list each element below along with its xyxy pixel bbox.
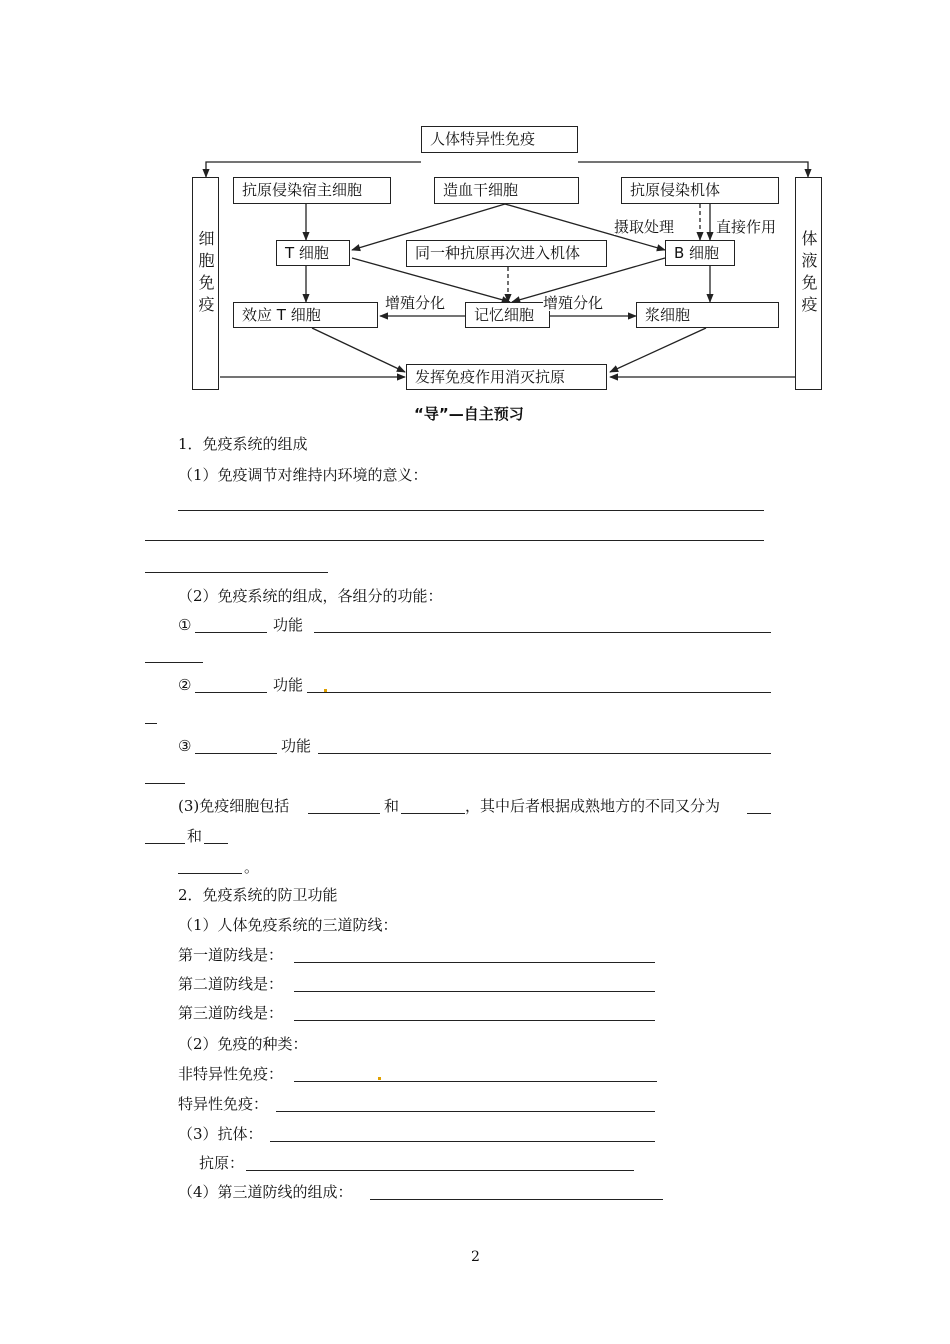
column-humoral-immunity — [795, 177, 822, 390]
label-prolif-left: 增殖分化 — [385, 294, 446, 312]
third-line-blank[interactable] — [294, 1020, 655, 1021]
box-memory-cell: 记忆细胞 — [465, 302, 550, 328]
component-1-mark: ① — [178, 616, 192, 634]
page-number: 2 — [471, 1249, 480, 1265]
component-3-mark: ③ — [178, 737, 192, 755]
label-uptake: 摄取处理 — [614, 218, 675, 236]
top-to-left-arrow — [206, 162, 421, 177]
specific-label: 特异性免疫： — [178, 1095, 269, 1113]
immune-cell-blank-1[interactable] — [308, 813, 380, 814]
box-same-antigen: 同一种抗原再次进入机体 — [406, 240, 607, 267]
component-3-name-blank[interactable] — [195, 753, 277, 754]
q1-2-text: （2）免疫系统的组成，各组分的功能： — [178, 587, 443, 605]
component-2-func-blank[interactable] — [307, 692, 771, 693]
label-direct: 直接作用 — [716, 218, 777, 236]
lymphocyte-blank-1-cont[interactable] — [145, 843, 185, 844]
immune-cell-blank-2[interactable] — [401, 813, 465, 814]
q1-heading: 1．免疫系统的组成 — [178, 435, 308, 453]
effector-to-final-arrow — [312, 328, 405, 372]
component-3-func-label: 功能 — [281, 737, 312, 755]
box-antigen-body: 抗原侵染机体 — [621, 177, 779, 204]
lymphocyte-blank-2-cont[interactable] — [178, 873, 242, 874]
antigen-blank[interactable] — [246, 1170, 634, 1171]
box-antigen-host: 抗原侵染宿主细胞 — [233, 177, 391, 204]
first-line-blank[interactable] — [294, 962, 655, 963]
nonspecific-blank[interactable] — [294, 1081, 657, 1082]
label-prolif-right: 增殖分化 — [543, 294, 604, 312]
box-plasma-cell: 浆细胞 — [636, 302, 779, 328]
component-2-func-blank-cont[interactable] — [145, 723, 157, 724]
q2-4-text: （4）第三道防线的组成： — [178, 1183, 353, 1201]
column-cell-immunity — [192, 177, 219, 390]
q1-3-period: 。 — [244, 858, 260, 876]
q2-1-text: （1）人体免疫系统的三道防线： — [178, 916, 398, 934]
q1-3-text-d: 和 — [187, 827, 203, 845]
lymphocyte-blank-1[interactable] — [747, 813, 771, 814]
nonspecific-label: 非特异性免疫： — [178, 1065, 284, 1083]
q1-3-text-a: (3)免疫细胞包括 — [178, 797, 290, 815]
component-1-func-blank[interactable] — [314, 632, 771, 633]
box-final-effect: 发挥免疫作用消灭抗原 — [406, 364, 607, 390]
q1-1-blank-2[interactable] — [145, 540, 764, 541]
box-b-cell: B 细胞 — [665, 240, 735, 266]
component-3-func-blank[interactable] — [318, 753, 771, 754]
q2-heading: 2．免疫系统的防卫功能 — [178, 886, 338, 904]
q1-3-text-b: 和 — [384, 797, 400, 815]
q1-1-blank-1[interactable] — [178, 510, 764, 511]
q2-3-text: （3）抗体： — [178, 1125, 263, 1143]
component-1-func-blank-cont[interactable] — [145, 662, 203, 663]
humoral-immunity-label: 体液免疫 — [799, 230, 818, 318]
component-2-func-label: 功能 — [273, 676, 304, 694]
stray-mark — [324, 689, 327, 692]
specific-blank[interactable] — [276, 1111, 655, 1112]
box-t-cell: T 细胞 — [276, 240, 350, 266]
q1-1-text: （1）免疫调节对维持内环境的意义： — [178, 466, 428, 484]
component-3-func-blank-cont[interactable] — [145, 783, 185, 784]
stray-mark-2 — [378, 1077, 381, 1080]
third-line-label: 第三道防线是： — [178, 1004, 284, 1022]
lymphocyte-blank-2[interactable] — [204, 843, 228, 844]
box-effector-t: 效应 T 细胞 — [233, 302, 378, 328]
component-2-mark: ② — [178, 676, 192, 694]
cell-immunity-label: 细胞免疫 — [196, 230, 215, 318]
third-line-composition-blank[interactable] — [370, 1199, 663, 1200]
antibody-blank[interactable] — [270, 1141, 655, 1142]
q1-1-blank-3[interactable] — [145, 572, 328, 573]
section-title: “导”—自主预习 — [414, 405, 524, 423]
first-line-label: 第一道防线是： — [178, 946, 284, 964]
box-stem-cell: 造血干细胞 — [434, 177, 579, 204]
component-1-func-label: 功能 — [273, 616, 304, 634]
q2-2-text: （2）免疫的种类： — [178, 1035, 308, 1053]
component-2-name-blank[interactable] — [195, 692, 267, 693]
second-line-label: 第二道防线是： — [178, 975, 284, 993]
component-1-name-blank[interactable] — [195, 632, 267, 633]
box-specific-immunity: 人体特异性免疫 — [421, 126, 578, 153]
plasma-to-final-arrow — [610, 328, 706, 372]
top-to-right-arrow — [578, 162, 808, 177]
second-line-blank[interactable] — [294, 991, 655, 992]
q1-3-text-c: ，其中后者根据成熟地方的不同又分为 — [465, 797, 721, 815]
antigen-label: 抗原： — [199, 1154, 245, 1172]
